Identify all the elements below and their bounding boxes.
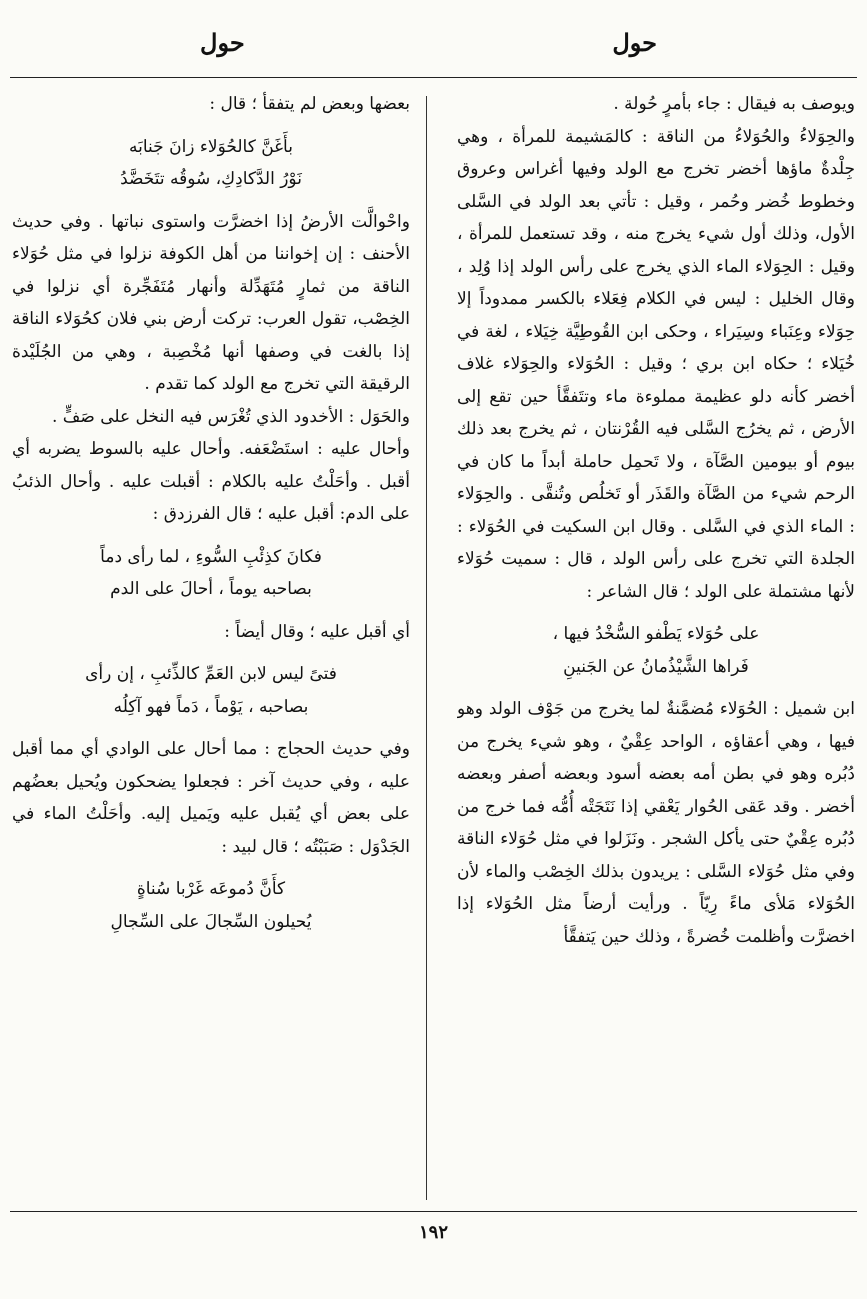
verse-line: يُحيلون السِّجالَ على السِّجالِ [110, 911, 312, 932]
verse-line: على حُوَلاء يَطْفو السُّخْدُ فيها ، [552, 624, 760, 644]
left-column [12, 88, 410, 1200]
running-head-right: حول [612, 28, 657, 57]
verse-line: بأَغَنَّ كالحُوَلاء زانَ جَنابَه [129, 136, 293, 157]
paragraph: بعضها وبعض لم يتفقأ ؛ قال : [209, 94, 410, 114]
verse-block [42, 541, 380, 606]
right-column [457, 88, 855, 1200]
verse-block [42, 873, 380, 938]
paragraph: والحَوَل : الأخدود الذي تُغْرَس فيه النخل على صَفٍّ . [51, 406, 410, 427]
verse-line: فتىً ليس لابن العَمِّ كالذِّئبِ ، إن رأى [85, 664, 337, 684]
verse-line: فكانَ كذِئْبِ السُّوءِ ، لما رأى دماً [100, 546, 322, 567]
column-divider [426, 96, 427, 1200]
header-rule [10, 77, 857, 78]
paragraph: أي أقبل عليه ؛ وقال أيضاً : [224, 621, 410, 642]
verse-line: فَراها الشَّيْذُمانُ عن الجَنينِ [563, 656, 749, 677]
paragraph: واحْوالَّت الأرضُ إذا اخضرَّت واستوى نباتها . وفي حديث الأحنف : إن إخواننا من أهل الكوفة نزلوا في مثل حُوَلاء الناقة من ثمارٍ مُتَهَدِّلة وأنهار مُتَفَجِّرة أي نزلوا في الخِصْب، تقول العرب: تركت أرض بني فلان كحُوَلاء الناقة إذا بالغت في وصفها أنها مُخْصِبة ، وهي من الجُلَيْدة الرقيقة التي تخرج مع الولد كما تقدم . [12, 211, 410, 394]
paragraph: وأحال عليه : استَضْعَفه. وأحال عليه بالسوط يضربه أي أقبل . وأحَلْتُ عليه بالكلام : أقبلت عليه . وأحال الذئبُ على الدم: أقبل عليه ؛ قال الفرزدق : [12, 439, 410, 524]
verse-line: كأَنَّ دُموعَه غَرْبا سُناةٍ [136, 879, 286, 899]
paragraph: ويوصف به فيقال : جاء بأمرٍ حُولة . [613, 94, 855, 114]
page-number: ١٩٢ [418, 1222, 448, 1243]
paragraph: وفي حديث الحجاج : مما أحال على الوادي أي مما أقبل عليه ، وفي حديث آخر : فجعلوا يضحكون ويُحيل بعضُهم على بعض أي يُقبل عليه ويَميل إليه. وأحَلْتُ الماء في الجَدْوَل : صَبَبْتُه ؛ قال لبيد : [12, 739, 410, 857]
running-head-left: حول [200, 28, 245, 57]
footer-rule [10, 1211, 857, 1212]
paragraph: ابن شميل : الحُوَلاء مُضمَّنةٌ لما يخرج من جَوْف الولد وهو فيها ، وهي أعقاؤه ، الواحد عِقْيٌ ، وهو شيء يخرج من دُبُره وهو في بطن أمه بعضه أسود وبعضه أصفر وبعضه أخضر . وقد عَقى الحُوار يَعْقي إذا نَتَجَتْه أُمُّه فما خرج من دُبُره عِقْيٌ حتى يأكل الشجر . ونَزَلوا في مثل حُوَلاء الناقة وفي مثل حُوَلاء السَّلى : يريدون بذلك الخِصْب والماء لأن الحُوَلاء مَلأى ماءً رِيّاً . ورأيت أرضاً مثل الحُوَلاء إذا اخضرَّت وأظلمت خُضرةً ، وذلك حين يَتفقَّأ [457, 699, 855, 947]
verse-line: نَوْرُ الدَّكادِكِ، سُوقُه تتَخَضَّدُ [120, 169, 302, 189]
verse-line: بصاحبه يوماً ، أحالَ على الدم [110, 579, 312, 599]
verse-block [42, 131, 380, 196]
verse-block [42, 658, 380, 723]
verse-line: بصاحبه ، يَوْماً ، دَماً فهو آكِلُه [113, 696, 309, 717]
verse-block [487, 618, 825, 683]
paragraph: والحِوَلاءُ والحُوَلاءُ من الناقة : كالمَشيمة للمرأة ، وهي جِلْدةٌ ماؤها أخضر تخرج مع الولد وفيها أغراس وعروق وخطوط خُضر وحُمر ، وقيل : تأتي بعد الولد في السَّلى الأول، وذلك أول شيء يخرج منه ، وقد تستعمل للمرأة ، وقيل : الحِوَلاء الماء الذي يخرج على رأس الولد إذا وُلِد ، وقال الخليل : ليس في الكلام فِعَلاء بالكسر ممدوداً إلا حِوَلاء وعِنَباء وسِيَراء ، وحكى ابن القُوطِيَّة خِيَلاء ، لغة في خُيَلاء ؛ حكاه ابن بري ؛ وقيل : الحُوَلاء والحِوَلاء غلاف أخضر كأنه دلو عظيمة مملوءة ماء وتتَفقَّأ حين تقع إلى الأرض ، ثم يخرُج السَّلى فيه القُرْنتان ، ثم يخرج بعد ذلك بيوم أو بيومين الصَّآة ، ولا تَحمِل حاملة أبداً ما كان في الرحم شيء من الصَّآة والقَذَر أو تَخلُص وتُنقَّى . والحِوَلاء : الماء الذي في السَّلى . وقال ابن السكيت في الحُوَلاء : الجلدة التي تخرج على رأس الولد ، قال : سميت حُوَلاء لأنها مشتملة على الولد ؛ قال الشاعر : [457, 126, 855, 602]
